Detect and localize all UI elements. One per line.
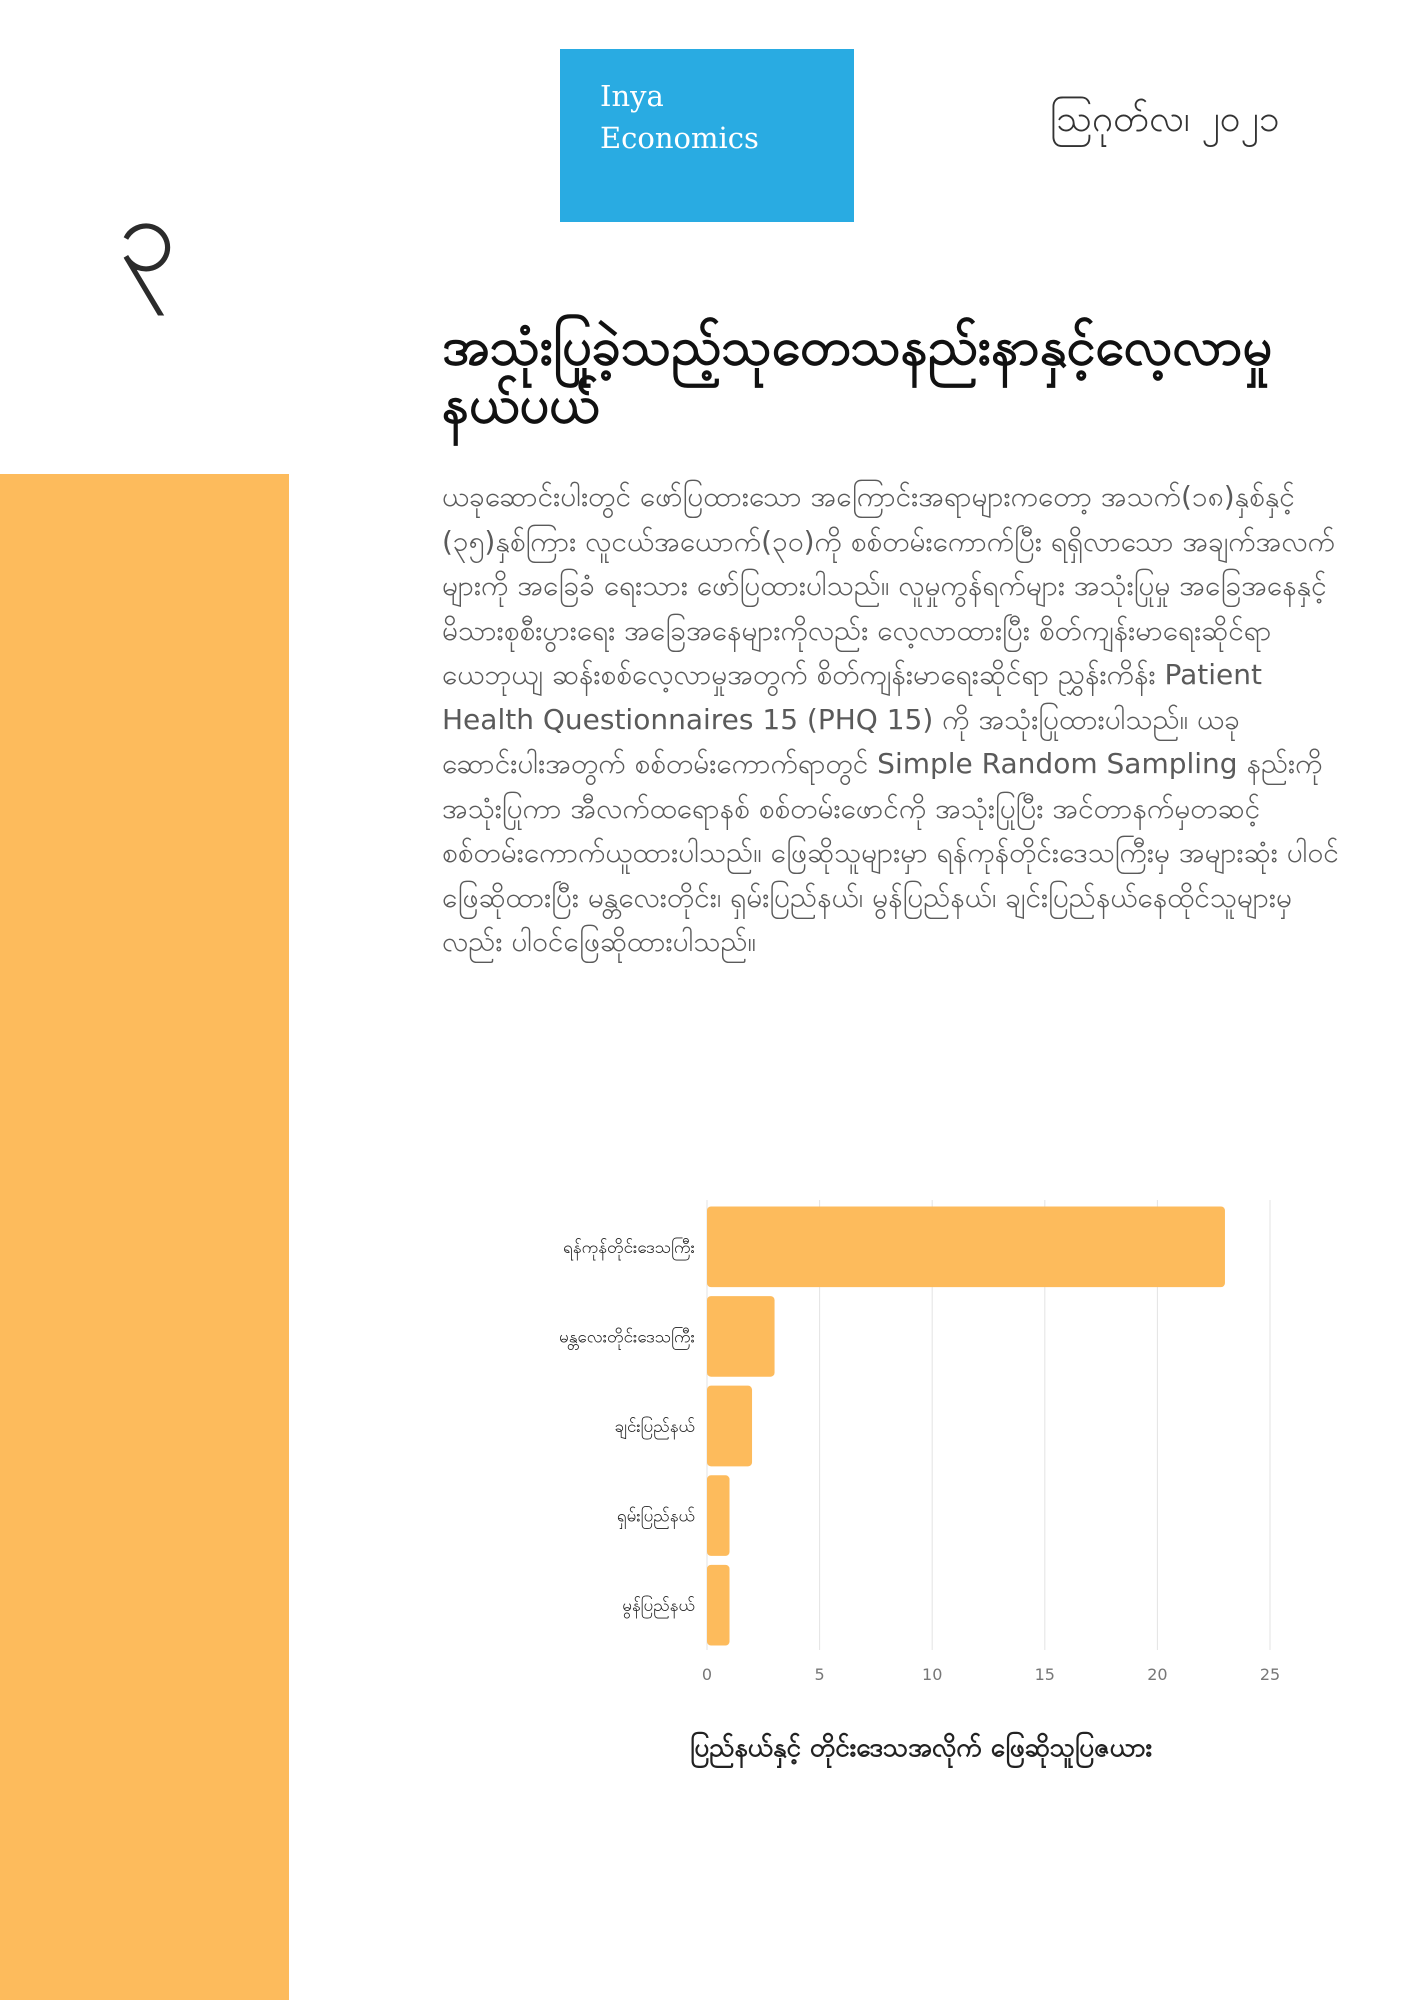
logo-line-2: Economics [600,121,759,155]
chart-title: ပြည်နယ်နှင့် တိုင်းဒေသအလိုက် ဖြေဆိုသူပြဇယား [690,1733,1153,1763]
x-tick-label: 20 [1147,1665,1168,1684]
page-title: အသုံးပြုခဲ့သည့်သုတေသနည်းနာနှင့်လေ့လာမှုနယ်ပယ် [442,317,1273,435]
category-label: ရန်ကုန်တိုင်းဒေသကြီး [563,1237,695,1258]
issue-date: ဩဂုတ်လ၊ ၂၀၂၁ [1050,97,1280,140]
category-label: ချင်းပြည်နယ် [614,1417,695,1437]
brand-logo [560,49,854,222]
bar [707,1206,1225,1287]
x-tick-label: 0 [701,1665,713,1684]
side-accent-bar [0,474,289,2000]
bar [707,1475,730,1556]
respondents-by-region-chart [460,1180,1290,1700]
x-tick-label: 5 [814,1665,825,1684]
category-label: မန္တလေးတိုင်းဒေသကြီး [559,1327,695,1348]
category-label: ရှမ်းပြည်နယ် [616,1506,695,1527]
x-tick-label: 10 [922,1665,943,1684]
body-paragraph: ယခုဆောင်းပါးတွင် ဖော်ပြထားသော အကြောင်းအရာများကတော့ အသက်(၁၈)နှစ်နှင့် (၃၅)နှစ်ကြား လူငယ်အယောက်(၃၀)ကို စစ်တမ်းကောက်ပြီး ရရှိလာသော အချက်အလက် များကို အခြေခံ ရေးသား ဖော်ပြထားပါသည်။ လူမှုကွန်ရက်များ အသုံးပြုမှု အခြေအနေနှင့် မိသားစုစီးပွားရေး အခြေအနေများကိုလည်း လေ့လာထားပြီး စိတ်ကျန်းမာရေးဆိုင်ရာ ယေဘုယျ ဆန်းစစ်လေ့လာမှုအတွက် စိတ်ကျန်းမာရေးဆိုင်ရာ ညွှန်းကိန်း Patient Health Questionnaires 15 (PHQ 15) ကို အသုံးပြုထားပါသည်။ ယခုဆောင်းပါးအတွက် စစ်တမ်းကောက်ရာတွင် Simple Random Sampling နည်းကို အသုံးပြုကာ အီလက်ထရောနစ် စစ်တမ်းဖောင်ကို အသုံးပြုပြီး အင်တာနက်မှတဆင့် စစ်တမ်းကောက်ယူထားပါသည်။ ဖြေဆိုသူများမှာ ရန်ကုန်တိုင်းဒေသကြီးမှ အများဆုံး ပါဝင်ဖြေဆိုထားပြီး မန္တလေးတိုင်း၊ ရှမ်းပြည်နယ်၊ မွန်ပြည်နယ်၊ ချင်းပြည်နယ်နေထိုင်သူများမှလည်း ပါဝင်ဖြေဆိုထားပါသည်။ [442,480,1339,958]
bar [707,1565,730,1646]
bar [707,1296,775,1377]
category-label: မွန်ပြည်နယ် [622,1596,695,1617]
logo-line-1: Inya [600,79,664,113]
page-number: ၃ [118,173,177,295]
chart-svg [460,1180,1290,1700]
x-tick-label: 25 [1259,1665,1281,1684]
x-tick-label: 15 [1034,1665,1055,1684]
bar [707,1386,752,1467]
